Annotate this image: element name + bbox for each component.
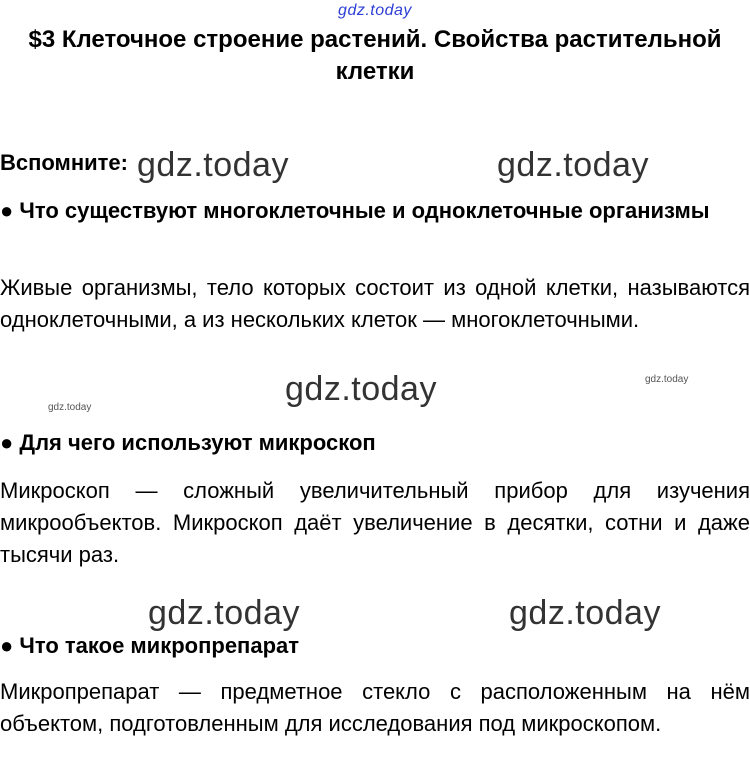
watermark-small-1: gdz.today: [645, 374, 689, 385]
answer-3: Микропрепарат — предметное стекло с расположенным на нём объектом, подготовленным для исследования под микроскопом.: [0, 679, 750, 736]
watermark-small-2: gdz.today: [48, 402, 92, 413]
watermark-5: gdz.today: [509, 594, 661, 632]
watermark-1: gdz.today: [137, 146, 289, 184]
answer-1: Живые организмы, тело которых состоит из одной клетки, называются одноклеточными, а из нескольких клеток — многоклеточными.: [0, 275, 750, 332]
answer-2: Микроскоп — сложный увеличительный прибор для изучения микрообъектов. Микроскоп даёт увеличение в десятки, сотни и даже тысячи раз.: [0, 478, 750, 567]
watermark-top: gdz.today: [338, 2, 412, 19]
watermark-2: gdz.today: [497, 146, 649, 184]
question-3: ● Что такое микропрепарат: [0, 633, 300, 658]
question-1: ● Что существуют многоклеточные и одноклеточные организмы: [0, 198, 710, 223]
recall-heading: Вспомните:: [0, 150, 128, 175]
question-2: ● Для чего используют микроскоп: [0, 430, 376, 455]
watermark-3: gdz.today: [285, 370, 437, 408]
watermark-4: gdz.today: [148, 594, 300, 632]
page-title: $3 Клеточное строение растений. Свойства растительной клетки: [28, 26, 722, 85]
